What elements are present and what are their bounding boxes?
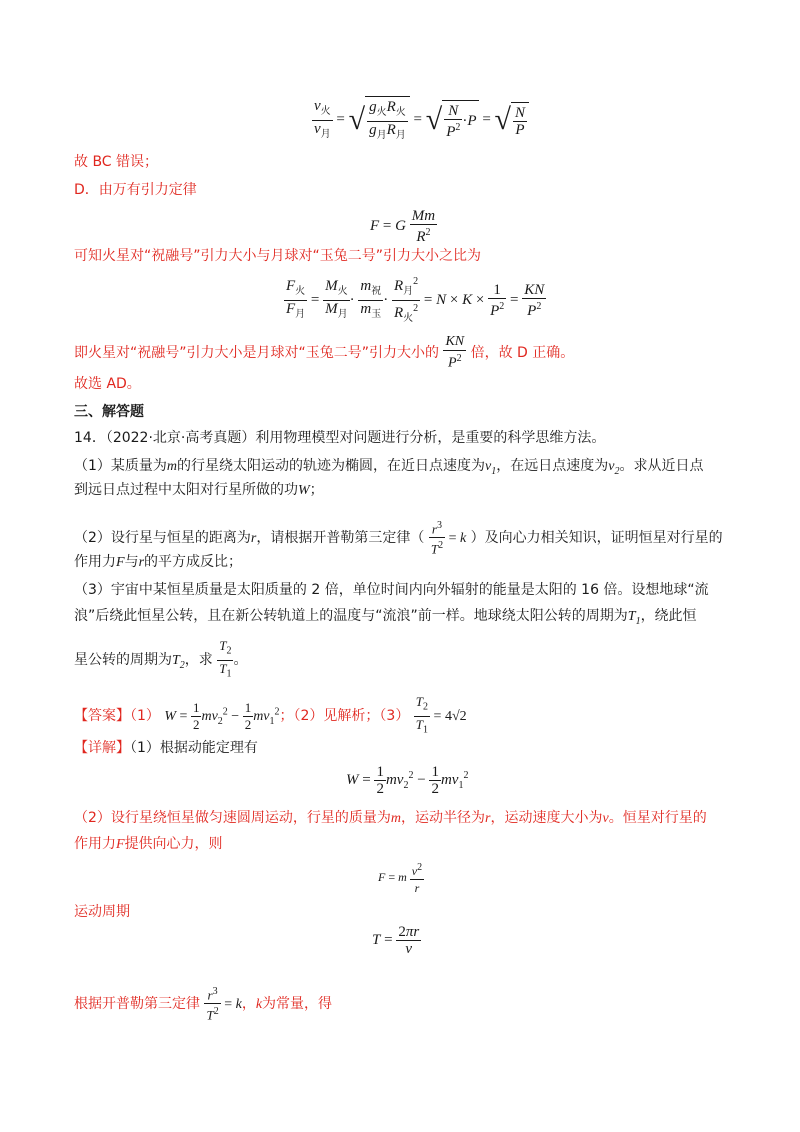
detail-2d: 。恒星对行星的 [608,810,707,826]
choose-text: 故选 AD。 [74,376,141,392]
gravity-law-formula: F = G $\frac{Mm}{R^2}$ [370,208,436,245]
q14-part3-line1: （3）宇宙中某恒星质量是太阳质量的 2 倍，单位时间内向外辐射的能量是太阳的 16 倍。设想地球“流 [74,582,709,598]
answer-line: 【答案】（1） W = $\frac{1}{2}$ $mv_2^2$ − $\frac{1}{2}$ $mv_1^2$；（2）见解析；（3） $\frac{T_2}{T_1}$ = 4√2 [74,694,467,738]
answer-work-formula: W = $\frac{1}{2}$ $mv_2^2$ − $\frac{1}{2}$ $mv_1^2$ [164,700,280,733]
q14-1c: ，在远日点速度为 [496,458,609,474]
q14-3f: 。 [233,652,248,669]
d-conclusion-b: 倍，故 D 正确。 [470,344,575,361]
q14-3c: ，绕此恒 [640,608,697,624]
section-title: 三、解答题 [74,404,144,420]
period-formula: T = $\frac{2\pi r}{v}$ [372,924,420,957]
sym-k: k [255,996,263,1012]
q14-part3-line2 [74,606,697,632]
sym-v: v [602,811,609,826]
bc-wrong-text: 故 BC 错误； [74,154,159,170]
kepler-tail-a: ， [241,995,256,1012]
sym-r-2: r [138,555,145,570]
centripetal-formula: F = m $\frac{v^2}{r}$ [378,862,423,895]
kepler-inline-q: $\frac{r^3}{T^2}$ [430,520,444,557]
q14-part1-line2 [74,480,324,501]
period-intro: 运动周期 [74,904,130,920]
q14-2d: 作用力 [74,554,116,570]
sym-T2-sub: 2 [179,659,185,671]
sym-v1-sub: 1 [491,465,497,477]
t2-over-t1: $\frac{T_2}{T_1}$ [219,638,232,680]
detail-label: 【详解】 [74,740,130,756]
detail-1: （1）根据动能定理有 [130,740,258,756]
sym-v1: v [485,459,492,474]
q14-part2-line2 [74,552,242,573]
q14-3e: ，求 [184,652,213,669]
q14-2e: 与 [124,554,139,570]
q14-part1-line1 [74,456,703,482]
detail-2b: ，运动半径为 [401,810,486,826]
sym-W: W [298,483,310,498]
q14-part3-line3 [74,638,247,682]
detail-2f: 提供向心力，则 [124,836,223,852]
detail-part2-line2 [74,834,223,855]
ratio-intro-text: 可知火星对“祝融号”引力大小与月球对“玉兔二号”引力大小之比为 [74,248,482,264]
sym-m-2: m [390,811,402,826]
sym-r: r [250,530,257,546]
q14-2f: 的平方成反比； [144,554,243,570]
detail-part2-line1 [74,808,707,829]
d-conclusion-a: 即火星对“祝融号”引力大小是月球对“玉兔二号”引力大小的 [74,344,440,361]
sym-v2: v [608,459,615,474]
velocity-ratio-formula: $\frac{v_火}{v_月}$ = √ $\frac{g_火R_火}{g_月R_月}$ = √ $\frac{N}{P^2}$ ·P = √ $\frac{N}{P}$ [312,96,529,144]
q14-1e: 到远日点过程中太阳对行星所做的功 [74,482,298,498]
answer-1: （1） [130,708,160,725]
kepler-r3-t2: $\frac{r^3}{T^2}$ [206,986,219,1023]
q14-3b: 浪”后绕此恒星公转，且在新公转轨道上的温度与“流浪”前一样。地球绕太阳公转的周期为 [74,608,628,624]
sym-F-2: F [116,837,125,852]
sym-v2-sub: 2 [614,465,620,477]
q14-1a: （1）某质量为 [74,458,167,474]
detail-line [74,738,258,758]
answer-label: 【答案】 [74,708,130,725]
kn-over-p2: $\frac{KN}{P^2}$ [445,334,465,371]
detail-2e: 作用力 [74,836,116,852]
q14-header: 14．（2022·北京·高考真题）利用物理模型对问题进行分析，是重要的科学思维方法。 [74,430,606,446]
q14-2a: （2）设行星与恒星的距离为 [74,529,251,546]
sym-T1-sub: 1 [635,615,641,627]
q14-3d: 星公转的周期为 [74,652,172,669]
answer-t2-t1: $\frac{T_2}{T_1}$ [415,694,429,736]
q14-2b: ，请根据开普勒第三定律（ [256,529,425,546]
kepler-intro: 根据开普勒第三定律 [74,995,200,1012]
answer-sqrt2: 4√2 [444,709,467,725]
sym-T1: T [627,609,636,624]
kepler-line: 根据开普勒第三定律 $\frac{r^3}{T^2}$ = k，k为常量，得 [74,986,333,1023]
q14-1b: 的行星绕太阳运动的轨迹为椭圆，在近日点速度为 [177,458,486,474]
d-intro-text: D．由万有引力定律 [74,182,197,198]
answer-2: ；（2）见解析；（3） [279,708,410,725]
q14-part2-line1: （2）设行星与恒星的距离为r，请根据开普勒第三定律（ $\frac{r^3}{T^2}$ = k ）及向心力相关知识，证明恒星对行星的 [74,520,723,557]
work-formula: W = $\frac{1}{2}$ $mv_2^2$ − $\frac{1}{2}$ $mv_1^2$ [346,764,469,797]
q14-1f: ； [309,482,324,498]
detail-2a: （2）设行星绕恒星做匀速圆周运动，行星的质量为 [74,810,391,826]
kepler-tail-b: 为常量，得 [262,995,333,1012]
sym-F: F [116,555,125,570]
d-conclusion-line [74,334,574,372]
q14-1d: 。求从近日点 [619,458,704,474]
sym-m: m [166,459,178,474]
force-ratio-formula: $\frac{F_火}{F_月}$ = $\frac{M_火}{M_月}$ · $\frac{m_祝}{m_玉}$ · $\frac{R_月^2}{R_火^2}$ = N × K × $\frac{1}{P^2}$ = $\frac{KN}{P^2}$ [286,276,545,324]
sym-T2: T [172,653,180,669]
sym-r-3: r [485,811,491,826]
q14-2c: ）及向心力相关知识，证明恒星对行星的 [470,529,723,546]
detail-2c: ，运动速度大小为 [490,810,603,826]
